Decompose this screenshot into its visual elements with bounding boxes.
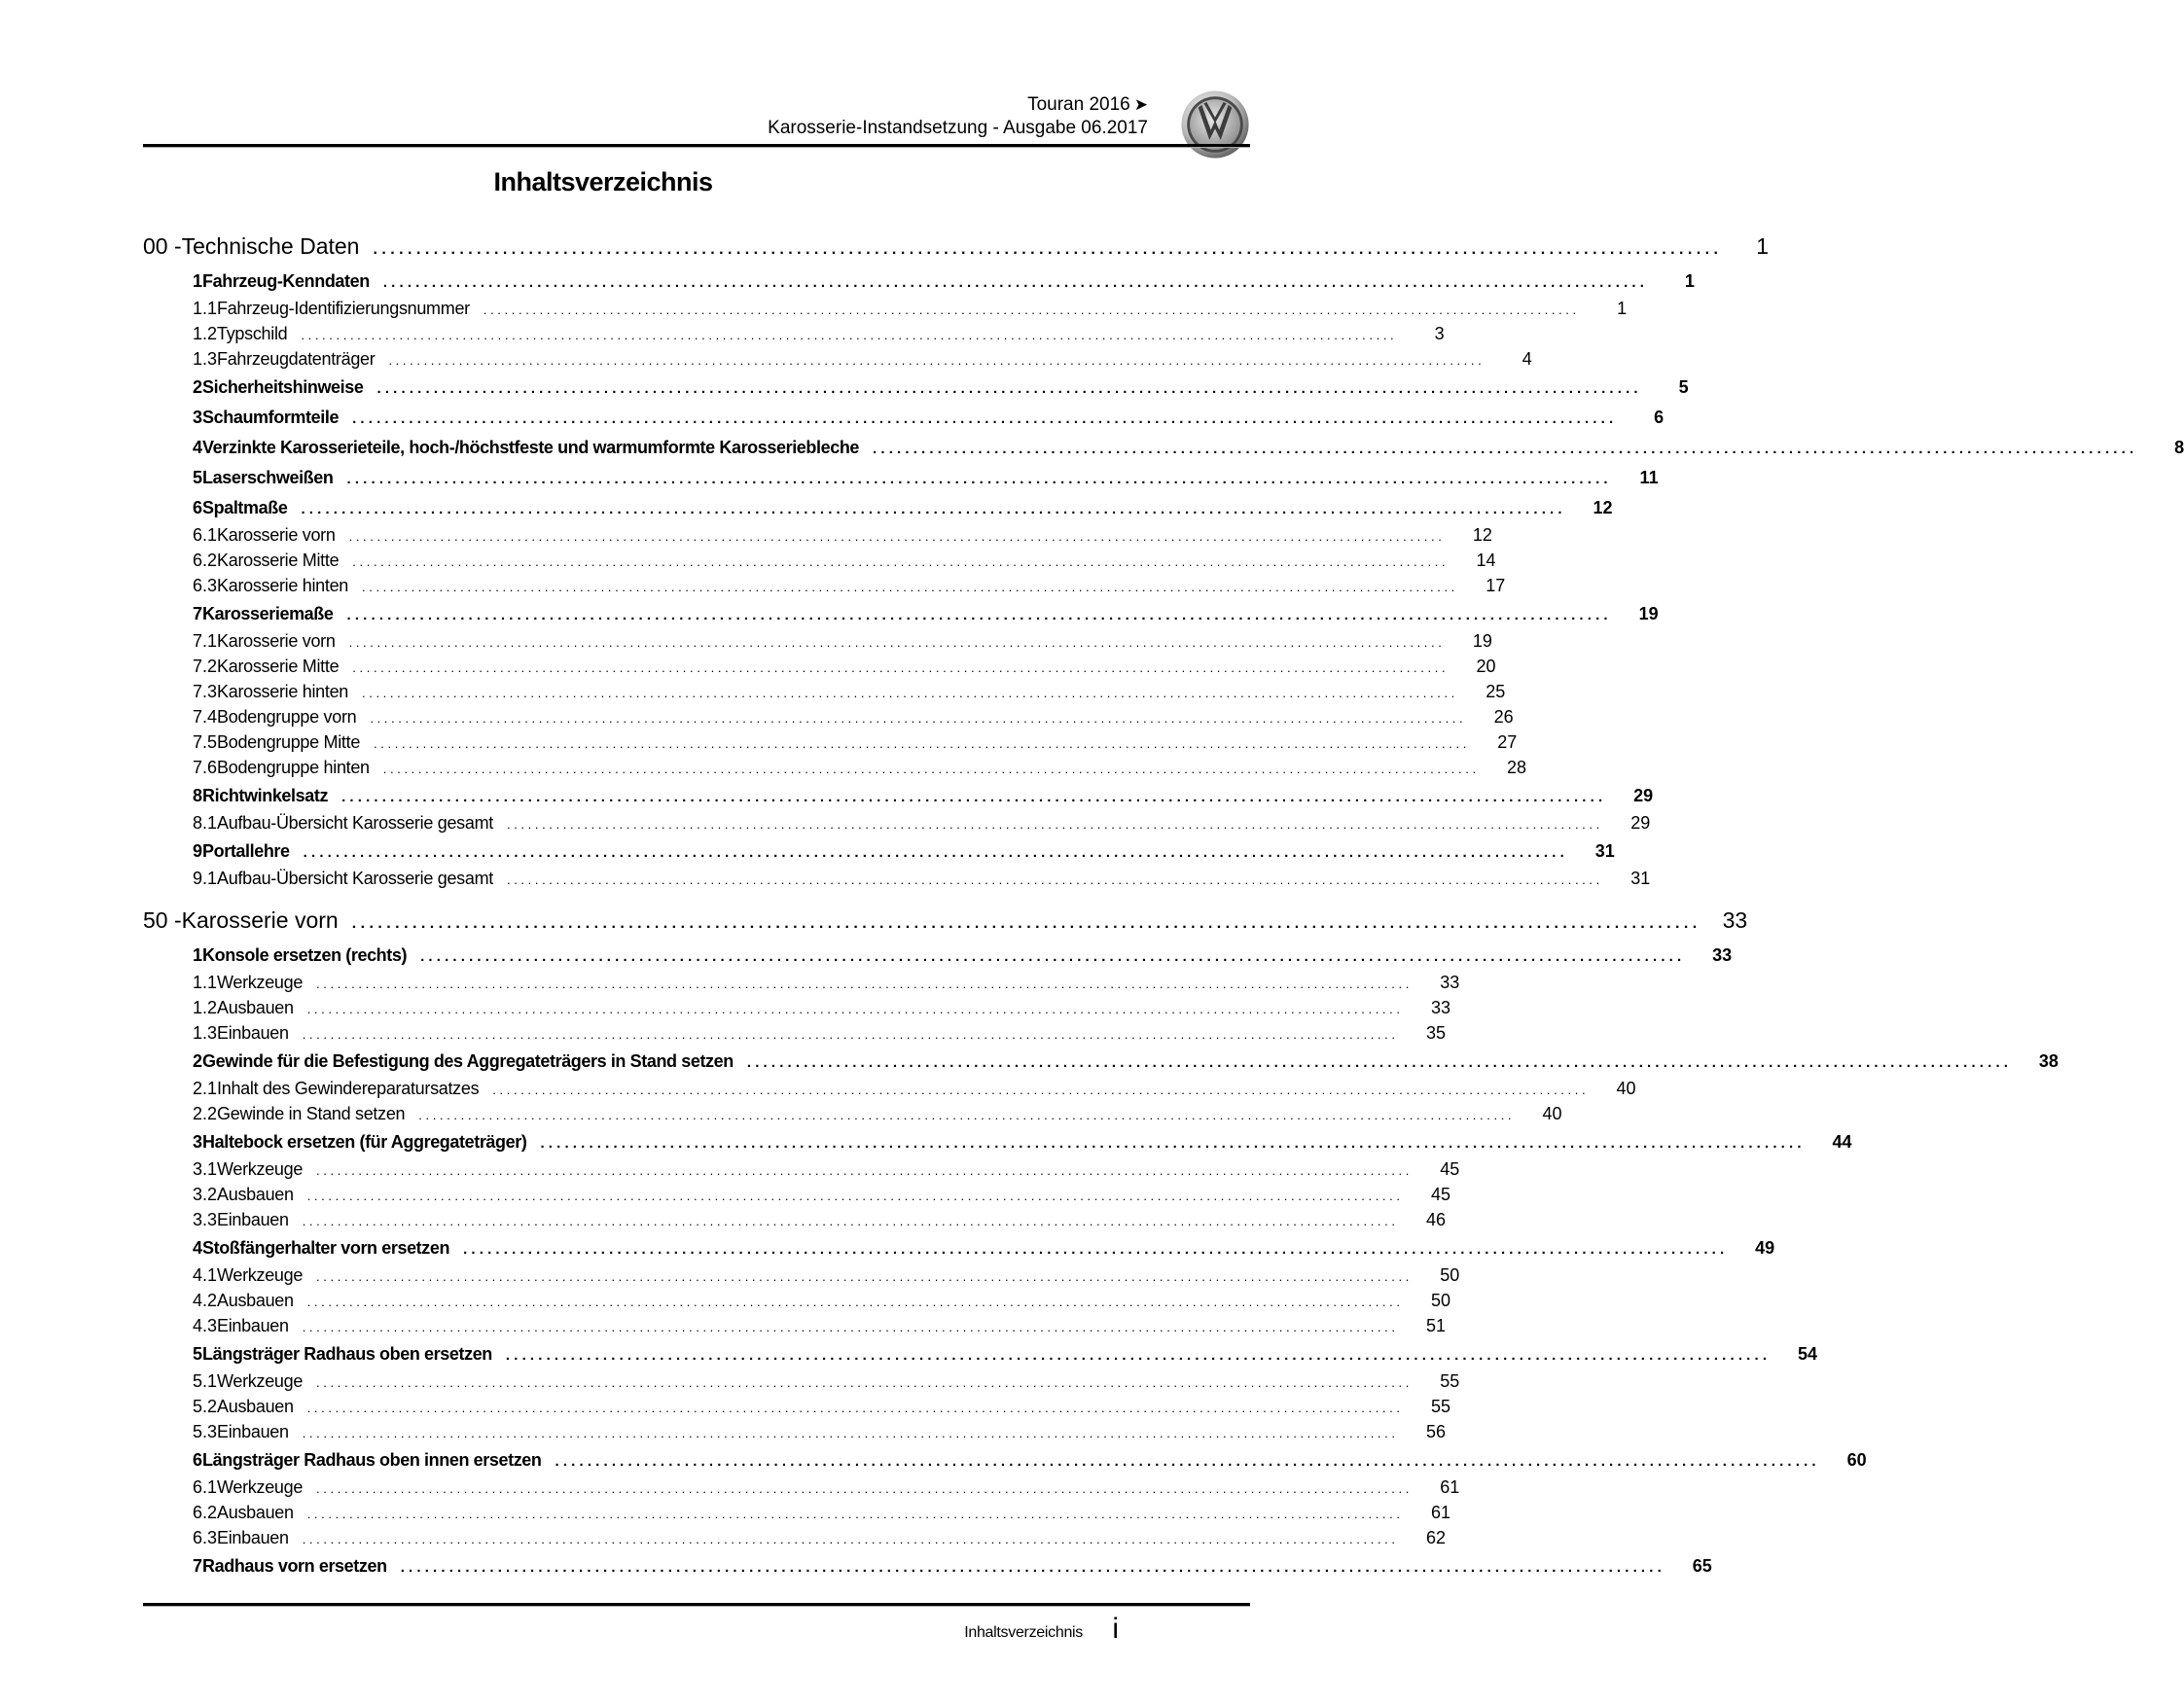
toc-entry-number: 5.1 [193, 1371, 218, 1391]
dot-leader [346, 471, 1607, 487]
toc-entry-number: 4.1 [193, 1265, 218, 1285]
toc-entry-section[interactable] [143, 1450, 1867, 1477]
toc-entry-title[interactable]: Ausbauen [217, 1503, 294, 1522]
toc-entry-section[interactable] [143, 945, 1733, 973]
toc-entry-number: 1 [193, 945, 203, 965]
toc-entry-number: 4.2 [193, 1291, 218, 1310]
toc-entry-page-number[interactable]: 31 [1630, 869, 1651, 888]
toc-entry-page-number[interactable]: 51 [1425, 1316, 1446, 1335]
dot-leader [383, 762, 1476, 776]
toc-entry-number: 7.5 [193, 732, 218, 752]
toc-entry-title[interactable]: Fahrzeug-Kenndaten [202, 271, 370, 291]
toc-entry-title[interactable]: Aufbau-Übersicht Karosserie gesamt [217, 813, 493, 833]
toc-entry-title[interactable]: Verzinkte Karosserieteile, hoch-/höchstfeste und warmumformte Karosseriebleche [202, 438, 860, 457]
toc-entry-number: 7.4 [193, 707, 218, 727]
toc-entry-page-number[interactable]: 29 [1633, 786, 1654, 805]
toc-entry-number: 1.3 [193, 349, 218, 369]
dot-leader [352, 660, 1445, 675]
toc-entry-chapter[interactable] [143, 233, 1769, 268]
dot-leader [506, 1347, 1767, 1364]
toc-entry-title[interactable]: Schaumformteile [202, 408, 340, 427]
toc-entry-page-number[interactable]: 45 [1440, 1159, 1460, 1179]
dot-leader [388, 353, 1481, 368]
toc-entry-page-number[interactable]: 26 [1493, 707, 1514, 727]
dot-leader [492, 1083, 1585, 1097]
toc-entry-title[interactable]: Einbauen [217, 1316, 289, 1335]
footer-section-label: Inhaltsverzeichnis [964, 1624, 1083, 1641]
toc-entry-page-number[interactable]: 17 [1486, 576, 1506, 595]
dot-leader [374, 736, 1466, 751]
toc-entry-title[interactable]: Einbauen [217, 1528, 289, 1547]
toc-entry-page-number[interactable]: 62 [1425, 1528, 1446, 1547]
toc-entry-page-number[interactable]: 49 [1755, 1238, 1775, 1258]
dot-leader [349, 635, 1442, 650]
header-model-line [768, 93, 1148, 117]
toc-entry-number: 3 [193, 408, 203, 427]
toc-entry-title[interactable]: Karosserie Mitte [217, 551, 340, 570]
dot-leader [418, 1108, 1511, 1122]
toc-entry-page-number[interactable]: 12 [1593, 498, 1613, 517]
toc-entry-page-number[interactable]: 1 [1684, 271, 1695, 291]
toc-entry-page-number[interactable]: 6 [1654, 408, 1665, 427]
dot-leader [352, 410, 1613, 427]
toc-entry-number: 2.1 [193, 1079, 218, 1098]
toc-entry-section[interactable] [143, 408, 1665, 435]
toc-entry-number: 7.2 [193, 657, 218, 676]
toc-entry-title[interactable]: Stoßfängerhalter vorn ersetzen [202, 1238, 450, 1258]
toc-entry-number: 6.3 [193, 576, 218, 595]
toc-entry-number: 6.1 [193, 1477, 218, 1497]
toc-entry-page-number[interactable]: 19 [1638, 604, 1659, 623]
dot-leader [507, 817, 1599, 832]
toc-entry-section[interactable] [143, 1132, 1852, 1159]
toc-entry-number: 6.2 [193, 551, 218, 570]
toc-entry-section[interactable] [143, 1556, 1712, 1583]
toc-entry-section[interactable] [143, 377, 1689, 405]
toc-entry-sub[interactable] [143, 813, 1651, 838]
toc-entry-title[interactable]: Ausbauen [217, 1291, 294, 1310]
toc-entry-sub[interactable] [143, 1185, 1450, 1210]
toc-entry-page-number[interactable]: 12 [1472, 525, 1492, 545]
toc-entry-title[interactable]: Werkzeuge [217, 973, 304, 992]
toc-entry-number: 1.2 [193, 324, 218, 343]
dot-leader [370, 711, 1462, 726]
toc-entry-sub[interactable] [143, 1079, 1636, 1104]
toc-entry-sub[interactable] [143, 1265, 1460, 1291]
toc-entry-number: 2 [193, 1051, 203, 1071]
page-title: Inhaltsverzeichnis [493, 167, 713, 196]
toc-entry-sub[interactable] [143, 324, 1445, 349]
toc-entry-sub[interactable] [143, 1159, 1460, 1185]
toc-entry-page-number[interactable]: 46 [1425, 1210, 1446, 1229]
toc-entry-section[interactable] [143, 438, 2184, 465]
dot-leader [463, 1241, 1724, 1258]
dot-leader [303, 1532, 1395, 1546]
toc-entry-number: 6.2 [193, 1503, 218, 1522]
toc-entry-section[interactable] [143, 1238, 1775, 1265]
toc-entry-section[interactable] [143, 1344, 1817, 1371]
toc-entry-page-number[interactable]: 50 [1430, 1291, 1450, 1310]
dot-leader [376, 380, 1637, 397]
toc-entry-sub[interactable] [143, 551, 1496, 576]
toc-entry-page-number[interactable]: 4 [1522, 349, 1532, 369]
toc-entry-section[interactable] [143, 841, 1615, 869]
toc-entry-section[interactable] [143, 498, 1613, 525]
dot-leader [747, 1054, 2008, 1071]
toc-entry-title[interactable]: Gewinde in Stand setzen [217, 1104, 406, 1123]
toc-entry-sub[interactable] [143, 1477, 1460, 1503]
header-model: Touran 2016 [1027, 94, 1130, 115]
toc-entry-title[interactable]: Richtwinkelsatz [202, 786, 329, 805]
toc-entry-page-number[interactable]: 40 [1616, 1079, 1636, 1098]
dot-leader [301, 328, 1393, 342]
toc-entry-section[interactable] [143, 604, 1659, 631]
toc-entry-number: 6.1 [193, 525, 218, 545]
toc-entry-title[interactable]: Bodengruppe hinten [217, 758, 370, 777]
toc-entry-page-number[interactable]: 8 [2174, 438, 2184, 457]
toc-entry-number: 4 [193, 438, 203, 457]
toc-entry-page-number[interactable]: 65 [1692, 1556, 1712, 1576]
vw-logo-icon [1180, 89, 1250, 160]
toc-entry-title[interactable]: Längsträger Radhaus oben innen ersetzen [202, 1450, 542, 1470]
toc-entry-number: 3 [193, 1132, 203, 1152]
toc-entry-title[interactable]: Karosserie vorn [217, 631, 336, 651]
toc-entry-page-number[interactable]: 56 [1425, 1422, 1446, 1441]
dot-leader [362, 580, 1454, 594]
toc-entry-number: 8.1 [193, 813, 218, 833]
toc-entry-page-number[interactable]: 14 [1476, 551, 1496, 570]
toc-entry-title[interactable]: Ausbauen [217, 998, 294, 1017]
dot-leader [352, 915, 1698, 933]
dot-leader [301, 501, 1561, 517]
toc-entry-page-number[interactable]: 5 [1678, 377, 1689, 397]
toc-entry-section[interactable] [143, 1051, 2059, 1079]
toc-entry-page-number[interactable]: 20 [1476, 657, 1496, 676]
chapter-gap [143, 894, 1250, 907]
toc-entry-number: 5 [193, 468, 203, 487]
dot-leader [303, 1320, 1395, 1334]
toc-entry-title[interactable]: Fahrzeug-Identifizierungsnummer [217, 299, 470, 318]
toc-entry-chapter[interactable] [143, 907, 1748, 942]
toc-entry-title[interactable]: Einbauen [217, 1023, 289, 1043]
toc-entry-page-number[interactable]: 44 [1832, 1132, 1852, 1152]
toc-entry-number: 7 [193, 1556, 203, 1576]
toc-entry-number: 00 - [143, 233, 182, 259]
toc-entry-number: 7 [193, 604, 203, 623]
toc-entry-sub[interactable] [143, 869, 1651, 894]
toc-entry-number: 7.1 [193, 631, 218, 651]
toc-entry-sub[interactable] [143, 525, 1492, 551]
dot-leader [307, 1507, 1400, 1521]
dot-leader [307, 1002, 1400, 1016]
toc-entry-title[interactable]: Karosserie vorn [217, 525, 336, 545]
toc-entry-number: 50 - [143, 907, 182, 933]
toc-entry-section[interactable] [143, 468, 1659, 495]
toc-entry-title[interactable]: Sicherheitshinweise [202, 377, 364, 397]
toc-entry-title[interactable]: Portallehre [202, 841, 290, 861]
toc-entry-sub[interactable] [143, 1104, 1562, 1129]
toc-entry-page-number[interactable]: 61 [1430, 1503, 1450, 1522]
dot-leader [307, 1295, 1400, 1309]
toc-entry-number: 9 [193, 841, 203, 861]
dot-leader [352, 554, 1445, 569]
toc-entry-page-number[interactable]: 55 [1430, 1397, 1450, 1416]
dot-leader [303, 1426, 1395, 1440]
toc-entry-title[interactable]: Werkzeuge [217, 1265, 304, 1285]
dot-leader [507, 872, 1599, 887]
toc-entry-page-number[interactable]: 33 [1712, 945, 1733, 965]
toc-entry-page-number[interactable]: 33 [1430, 998, 1450, 1017]
toc-entry-number: 6.3 [193, 1528, 218, 1547]
dot-leader [316, 1269, 1409, 1284]
toc-entry-number: 5 [193, 1344, 203, 1364]
toc-entry-sub[interactable] [143, 299, 1628, 324]
toc-entry-sub[interactable] [143, 1397, 1450, 1422]
dot-leader [555, 1453, 1816, 1470]
dot-leader [483, 302, 1576, 317]
dot-leader [304, 844, 1564, 861]
toc-entry-sub[interactable] [143, 682, 1506, 707]
dot-leader [316, 1375, 1409, 1390]
toc-entry-title[interactable]: Gewinde für die Befestigung des Aggregateträgers in Stand setzen [202, 1051, 734, 1071]
toc-entry-title[interactable]: Typschild [217, 324, 288, 343]
footer-page-number: i [1112, 1613, 1119, 1645]
toc-entry-sub[interactable] [143, 631, 1492, 657]
dot-leader [420, 948, 1681, 965]
dot-leader [316, 1481, 1409, 1496]
toc-entry-page-number[interactable]: 50 [1440, 1265, 1460, 1285]
dot-leader [373, 241, 1718, 259]
toc-entry-number: 6 [193, 498, 203, 517]
toc-entry-title[interactable]: Werkzeuge [217, 1371, 304, 1391]
toc-entry-sub[interactable] [143, 1316, 1446, 1341]
toc-entry-number: 5.2 [193, 1397, 218, 1416]
page-header [143, 93, 1250, 161]
toc-entry-sub[interactable] [143, 998, 1450, 1023]
toc-entry-title[interactable]: Fahrzeugdatenträger [217, 349, 376, 369]
toc-entry-page-number[interactable]: 1 [1617, 299, 1628, 318]
dot-leader [347, 607, 1608, 623]
table-of-contents [143, 233, 2184, 1583]
toc-entry-section[interactable] [143, 786, 1654, 813]
toc-entry-sub[interactable] [143, 1023, 1446, 1048]
toc-entry-sub[interactable] [143, 576, 1506, 601]
dot-leader [303, 1027, 1395, 1042]
toc-entry-title[interactable]: Karosserie Mitte [217, 657, 340, 676]
toc-entry-title[interactable]: Einbauen [217, 1422, 289, 1441]
toc-entry-sub[interactable] [143, 1210, 1446, 1235]
toc-entry-title[interactable]: Bodengruppe Mitte [217, 732, 361, 752]
header-text [768, 93, 1148, 140]
dot-leader [307, 1401, 1400, 1415]
toc-entry-page-number[interactable]: 33 [1440, 973, 1460, 992]
dot-leader [383, 274, 1644, 291]
dot-leader [316, 1163, 1409, 1178]
dot-leader [316, 977, 1409, 991]
toc-entry-section[interactable] [143, 271, 1695, 299]
toc-entry-number: 1.2 [193, 998, 218, 1017]
toc-entry-title[interactable]: Karosseriemaße [202, 604, 334, 623]
toc-entry-number: 1 [193, 271, 203, 291]
toc-entry-title[interactable]: Radhaus vorn ersetzen [202, 1556, 387, 1576]
toc-entry-sub[interactable] [143, 1291, 1450, 1316]
toc-entry-page-number[interactable]: 19 [1472, 631, 1492, 651]
toc-entry-number: 7.6 [193, 758, 218, 777]
toc-entry-title[interactable]: Spaltmaße [202, 498, 288, 517]
toc-entry-sub[interactable] [143, 349, 1532, 374]
toc-entry-title[interactable]: Ausbauen [217, 1397, 294, 1416]
toc-entry-sub[interactable] [143, 657, 1496, 682]
toc-entry-sub[interactable] [143, 758, 1527, 783]
toc-entry-number: 7.3 [193, 682, 218, 701]
dot-leader [307, 1189, 1400, 1203]
toc-entry-number: 5.3 [193, 1422, 218, 1441]
toc-entry-page-number[interactable]: 38 [2038, 1051, 2059, 1071]
toc-entry-number: 3.2 [193, 1185, 218, 1204]
dot-leader [401, 1559, 1662, 1576]
toc-entry-title[interactable]: Haltebock ersetzen (für Aggregateträger) [202, 1132, 527, 1152]
toc-entry-number: 6 [193, 1450, 203, 1470]
toc-entry-sub[interactable] [143, 732, 1518, 758]
header-manual-title: Karosserie-Instandsetzung - Ausgabe 06.2017 [768, 118, 1148, 138]
toc-entry-number: 4 [193, 1238, 203, 1258]
footer-divider [143, 1603, 1250, 1606]
toc-entry-title[interactable]: Inhalt des Gewindereparatursatzes [217, 1079, 480, 1098]
toc-entry-title[interactable]: Bodengruppe vorn [217, 707, 357, 727]
toc-entry-number: 3.3 [193, 1210, 218, 1229]
toc-entry-page-number[interactable]: 40 [1542, 1104, 1562, 1123]
toc-entry-title[interactable]: Einbauen [217, 1210, 289, 1229]
toc-entry-number: 3.1 [193, 1159, 218, 1179]
toc-entry-title[interactable]: Werkzeuge [217, 1159, 304, 1179]
toc-entry-title[interactable]: Karosserie hinten [217, 682, 349, 701]
toc-entry-title[interactable]: Werkzeuge [217, 1477, 304, 1497]
toc-entry-page-number[interactable]: 60 [1846, 1450, 1867, 1470]
toc-entry-title[interactable]: Karosserie hinten [217, 576, 349, 595]
toc-entry-number: 1.1 [193, 299, 218, 318]
toc-entry-page-number[interactable]: 29 [1630, 813, 1651, 833]
toc-entry-page-number[interactable]: 54 [1797, 1344, 1817, 1364]
toc-entry-page-number[interactable]: 28 [1507, 758, 1527, 777]
toc-entry-title[interactable]: Längsträger Radhaus oben ersetzen [202, 1344, 492, 1364]
toc-entry-page-number[interactable]: 33 [1722, 907, 1748, 933]
toc-entry-page-number[interactable]: 55 [1440, 1371, 1460, 1391]
toc-entry-sub[interactable] [143, 1528, 1446, 1553]
dot-leader [303, 1214, 1395, 1228]
toc-entry-number: 1.3 [193, 1023, 218, 1043]
dot-leader [362, 686, 1454, 700]
toc-entry-title[interactable]: Aufbau-Übersicht Karosserie gesamt [217, 869, 493, 888]
toc-entry-title[interactable]: Ausbauen [217, 1185, 294, 1204]
continue-arrow-icon: ➤ [1133, 95, 1148, 114]
toc-entry-page-number[interactable]: 11 [1639, 468, 1659, 487]
toc-entry-number: 9.1 [193, 869, 218, 888]
toc-entry-page-number[interactable]: 25 [1486, 682, 1506, 701]
toc-entry-sub[interactable] [143, 1422, 1446, 1447]
toc-entry-title[interactable]: Laserschweißen [202, 468, 334, 487]
toc-entry-number: 1.1 [193, 973, 218, 992]
header-divider [143, 144, 1250, 147]
toc-entry-number: 8 [193, 786, 203, 805]
toc-entry-title[interactable]: Karosserie vorn [181, 907, 339, 933]
toc-entry-page-number[interactable]: 27 [1497, 732, 1518, 752]
toc-entry-number: 2 [193, 377, 203, 397]
toc-entry-page-number[interactable]: 1 [1756, 233, 1769, 259]
toc-entry-title[interactable]: Konsole ersetzen (rechts) [202, 945, 408, 965]
toc-entry-sub[interactable] [143, 1503, 1450, 1528]
toc-entry-page-number[interactable]: 3 [1434, 324, 1445, 343]
toc-entry-page-number[interactable]: 35 [1425, 1023, 1446, 1043]
dot-leader [540, 1135, 1801, 1152]
toc-entry-page-number[interactable]: 61 [1440, 1477, 1460, 1497]
toc-entry-number: 2.2 [193, 1104, 218, 1123]
toc-entry-page-number[interactable]: 31 [1594, 841, 1615, 861]
toc-entry-number: 4.3 [193, 1316, 218, 1335]
dot-leader [873, 441, 2133, 457]
dot-leader [349, 529, 1442, 544]
toc-entry-sub[interactable] [143, 1371, 1460, 1397]
toc-entry-title[interactable]: Technische Daten [181, 233, 360, 259]
toc-entry-sub[interactable] [143, 973, 1460, 998]
toc-entry-sub[interactable] [143, 707, 1514, 732]
toc-entry-page-number[interactable]: 45 [1430, 1185, 1450, 1204]
dot-leader [341, 789, 1602, 805]
